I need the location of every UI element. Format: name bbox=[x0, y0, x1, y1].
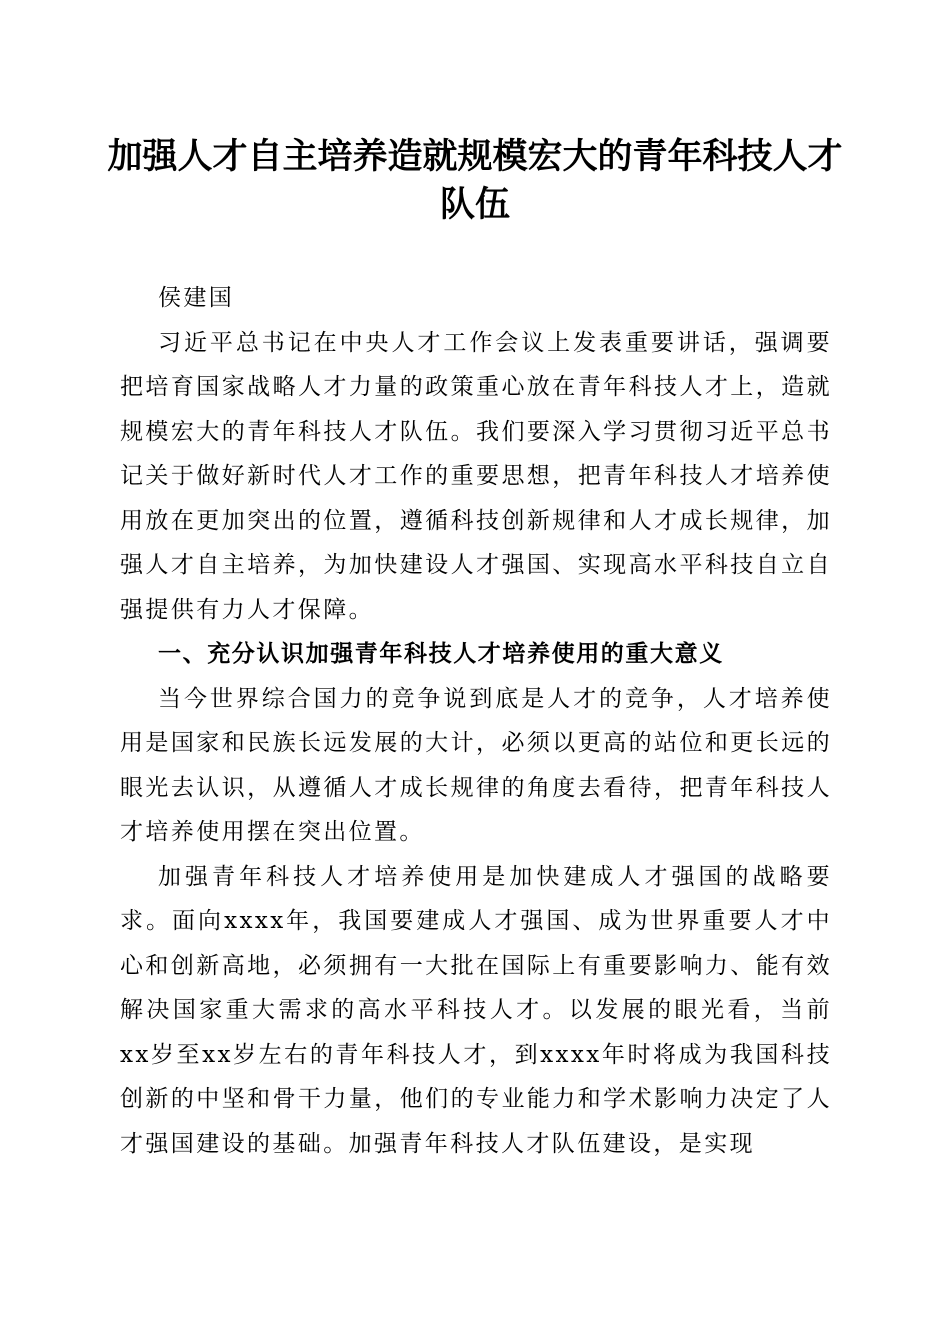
intro-paragraph: 习近平总书记在中央人才工作会议上发表重要讲话，强调要把培育国家战略人才力量的政策重心放在青年科技人才上，造就规模宏大的青年科技人才队伍。我们要深入学习贯彻习近平总书记关于做好新时代人才工作的重要思想，把青年科技人才培养使用放在更加突出的位置，遵循科技创新规律和人才成长规律，加强人才自主培养，为加快建设人才强国、实现高水平科技自立自强提供有力人才保障。 bbox=[120, 329, 832, 623]
document-title: 加强人才自主培养造就规模宏大的青年科技人才队伍 bbox=[107, 136, 843, 225]
section-heading: 一、充分认识加强青年科技人才培养使用的重大意义 bbox=[158, 640, 724, 667]
section-paragraph: 加强青年科技人才培养使用是加快建成人才强国的战略要求。面向xxxx年，我国要建成人才强国、成为世界重要人才中心和创新高地，必须拥有一大批在国际上有重要影响力、能有效解决国家重大需求的高水平科技人才。以发展的眼光看，当前xx岁至xx岁左右的青年科技人才，到xxxx年时将成为我国科技创新的中坚和骨干力量，他们的专业能力和学术影响力决定了人才强国建设的基础。加强青年科技人才队伍建设，是实现 bbox=[120, 863, 832, 1157]
document-body bbox=[120, 276, 832, 1166]
author-line: 侯建国 bbox=[158, 285, 235, 311]
section-paragraph: 当今世界综合国力的竞争说到底是人才的竞争，人才培养使用是国家和民族长远发展的大计，必须以更高的站位和更长远的眼光去认识，从遵循人才成长规律的角度去看待，把青年科技人才培养使用摆在突出位置。 bbox=[120, 685, 832, 845]
